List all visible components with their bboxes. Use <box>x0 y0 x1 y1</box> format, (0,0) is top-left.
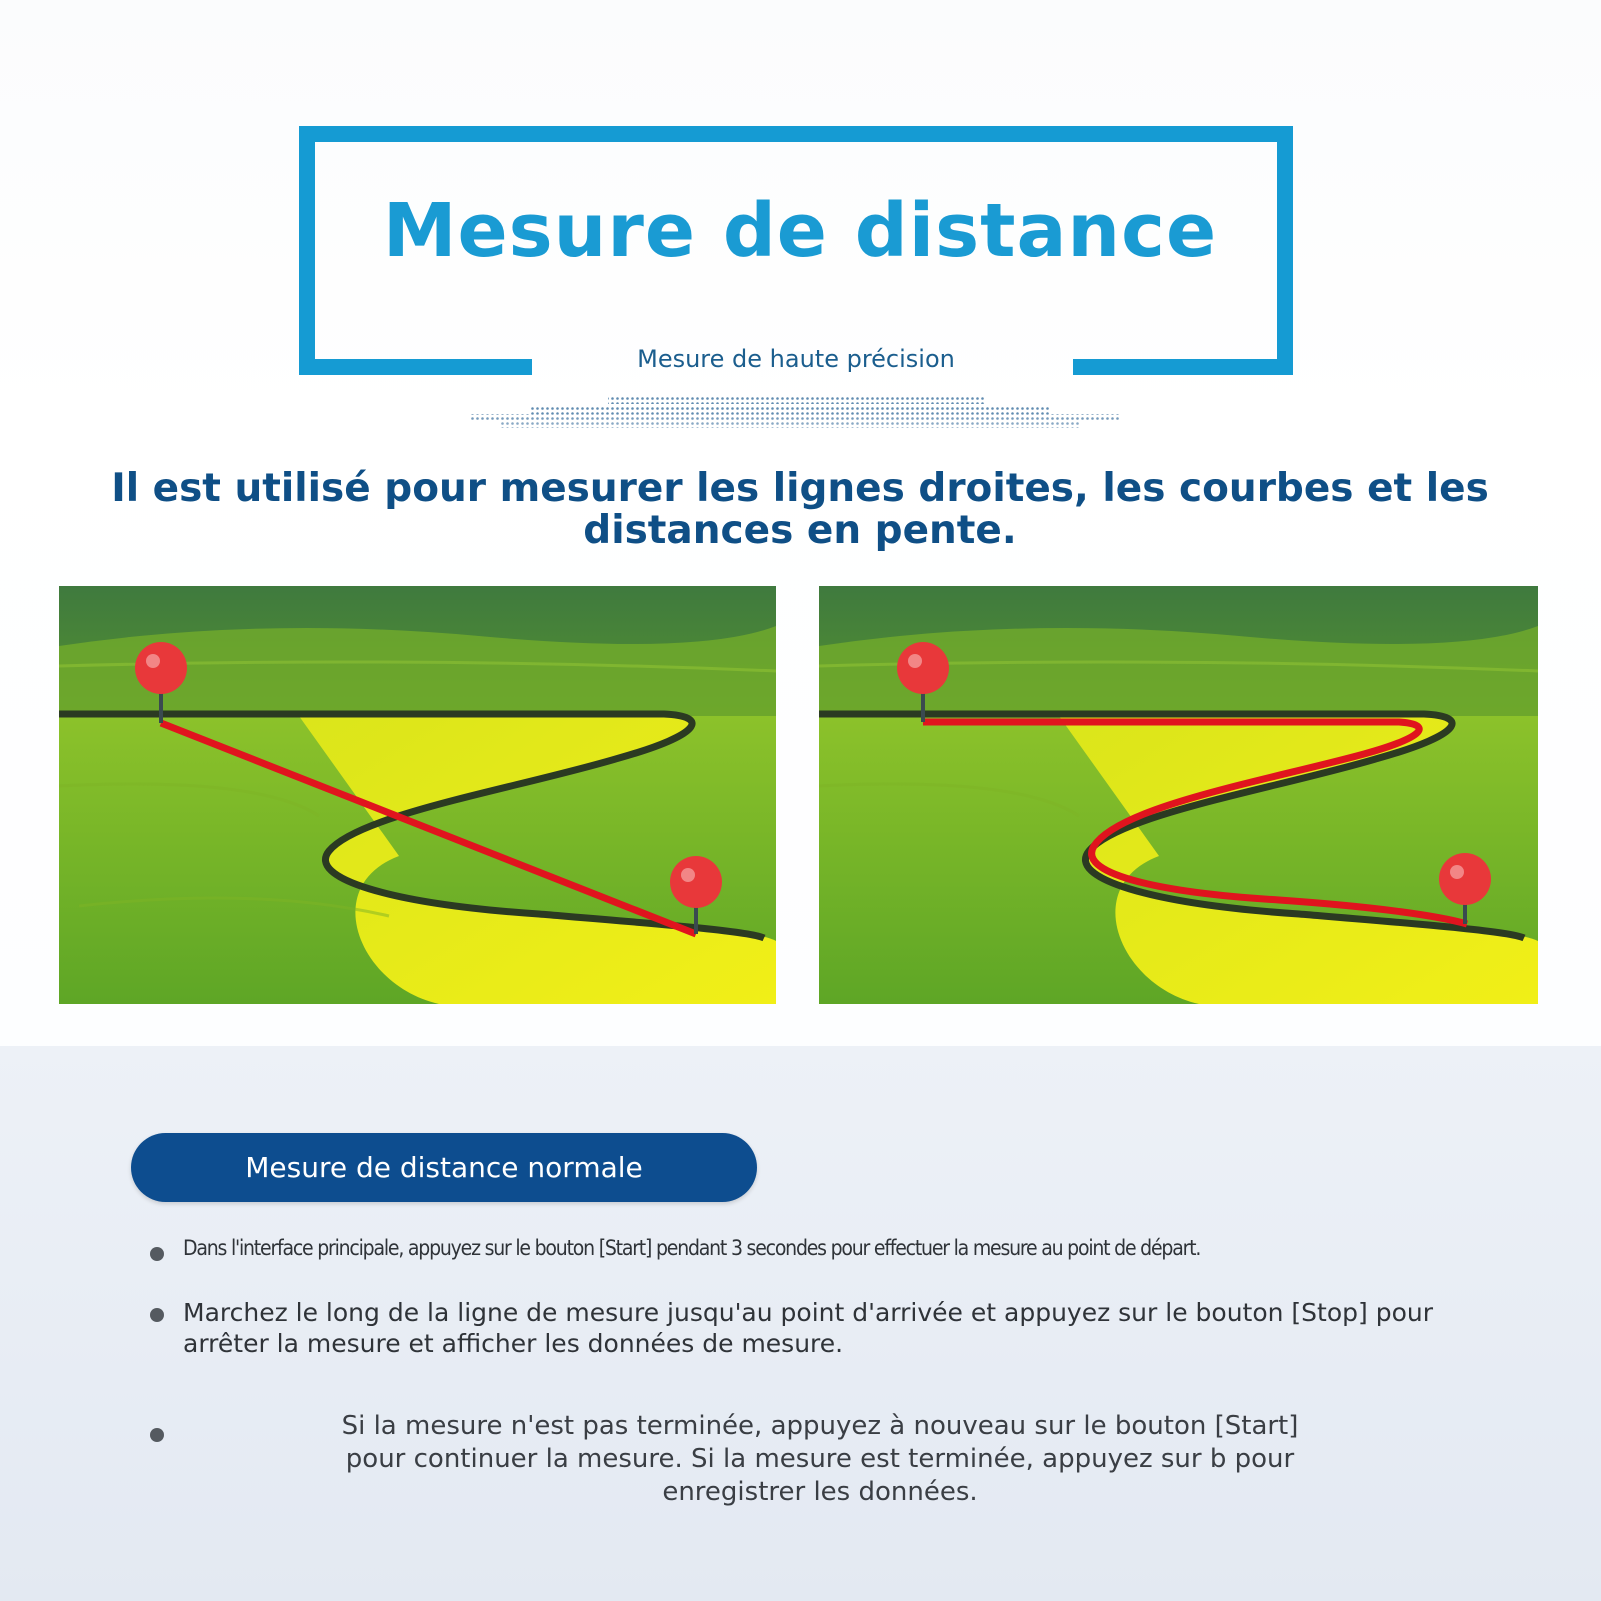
bullet-icon <box>150 1308 164 1322</box>
curve-photo <box>819 586 1538 1004</box>
section-label-pill <box>131 1133 757 1202</box>
page-title: Mesure de distance <box>382 188 1218 274</box>
bullet-icon <box>150 1428 164 1442</box>
page-subtitle: Mesure de haute précision <box>637 345 955 373</box>
section-label: Mesure de distance normale <box>245 1151 643 1184</box>
straight-line-photo <box>59 586 776 1004</box>
headline: Il est utilisé pour mesurer les lignes droites, les courbes et les distances en pente. <box>111 466 1489 553</box>
decorative-dots <box>470 396 1130 432</box>
instruction-item: Dans l'interface principale, appuyez sur le bouton [Start] pendant 3 secondes pour effectuer la mesure au point de départ. <box>183 1236 1201 1260</box>
instruction-item: Marchez le long de la ligne de mesure jusqu'au point d'arrivée et appuyez sur le bouton [Stop] pour arrêter la mesure et afficher les données de mesure. <box>183 1298 1433 1358</box>
bullet-icon <box>150 1247 164 1261</box>
instruction-item: Si la mesure n'est pas terminée, appuyez à nouveau sur le bouton [Start] pour continuer la mesure. Si la mesure est terminée, appuyez sur b pour enregistrer les données. <box>341 1411 1299 1507</box>
